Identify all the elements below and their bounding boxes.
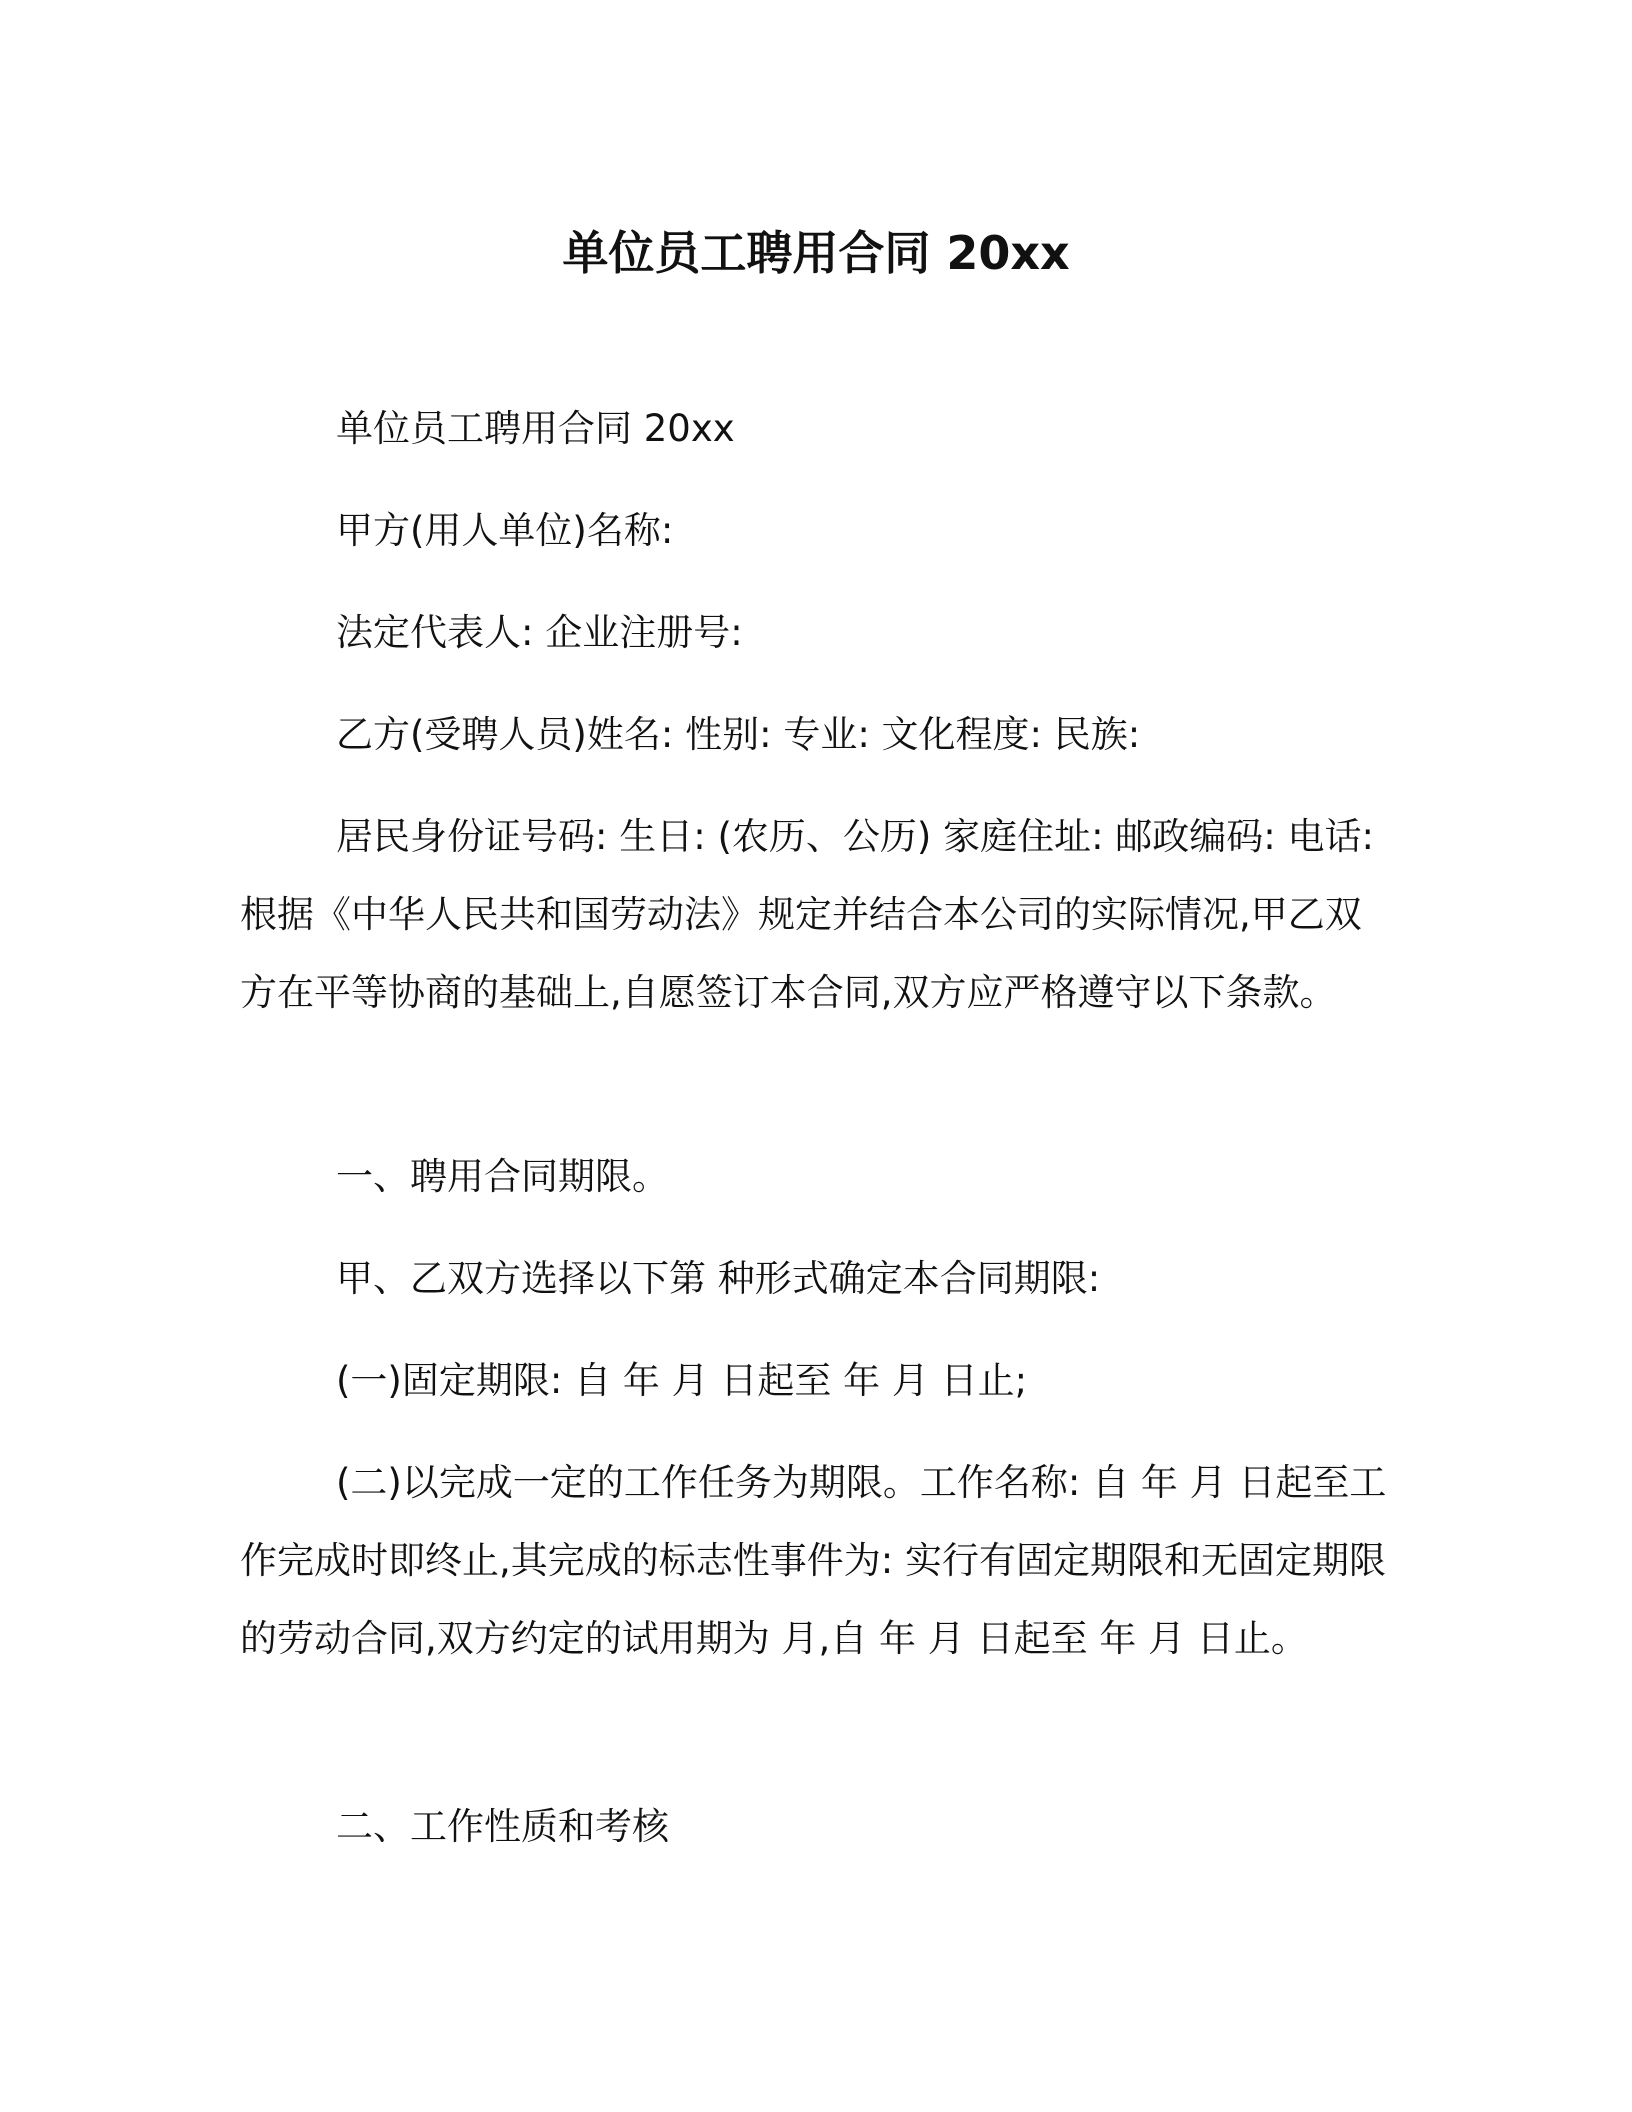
section-heading-work-nature: 二、工作性质和考核 — [336, 1805, 669, 1848]
paragraph-party-a: 甲方(用人单位)名称: — [336, 509, 674, 552]
paragraph-id-and-preamble: 居民身份证号码: 生日: (农历、公历) 家庭住址: 邮政编码: 电话: 根据《中华人民共和国劳动法》规定并结合本公司的实际情况,甲乙双方在平等协商的基础上,自愿签订本合同,双方应严格遵守以下条款。 — [240, 815, 1375, 1014]
paragraph-fixed-term: (一)固定期限: 自 年 月 日起至 年 月 日止; — [336, 1359, 1028, 1402]
paragraph-party-b: 乙方(受聘人员)姓名: 性别: 专业: 文化程度: 民族: — [336, 713, 1141, 756]
paragraph-legal-representative: 法定代表人: 企业注册号: — [336, 611, 743, 654]
paragraph-term-choice: 甲、乙双方选择以下第 种形式确定本合同期限: — [336, 1257, 1101, 1300]
document-title: 单位员工聘用合同 20xx — [562, 226, 1070, 280]
section-heading-term: 一、聘用合同期限。 — [336, 1155, 669, 1198]
paragraph-contract-name: 单位员工聘用合同 20xx — [336, 407, 735, 450]
paragraph-task-term: (二)以完成一定的工作任务为期限。工作名称: 自 年 月 日起至工作完成时即终止,其完成的标志性事件为: 实行有固定期限和无固定期限的劳动合同,双方约定的试用期为 月,自 年 月 日起至 年 月 日止。 — [240, 1461, 1387, 1660]
